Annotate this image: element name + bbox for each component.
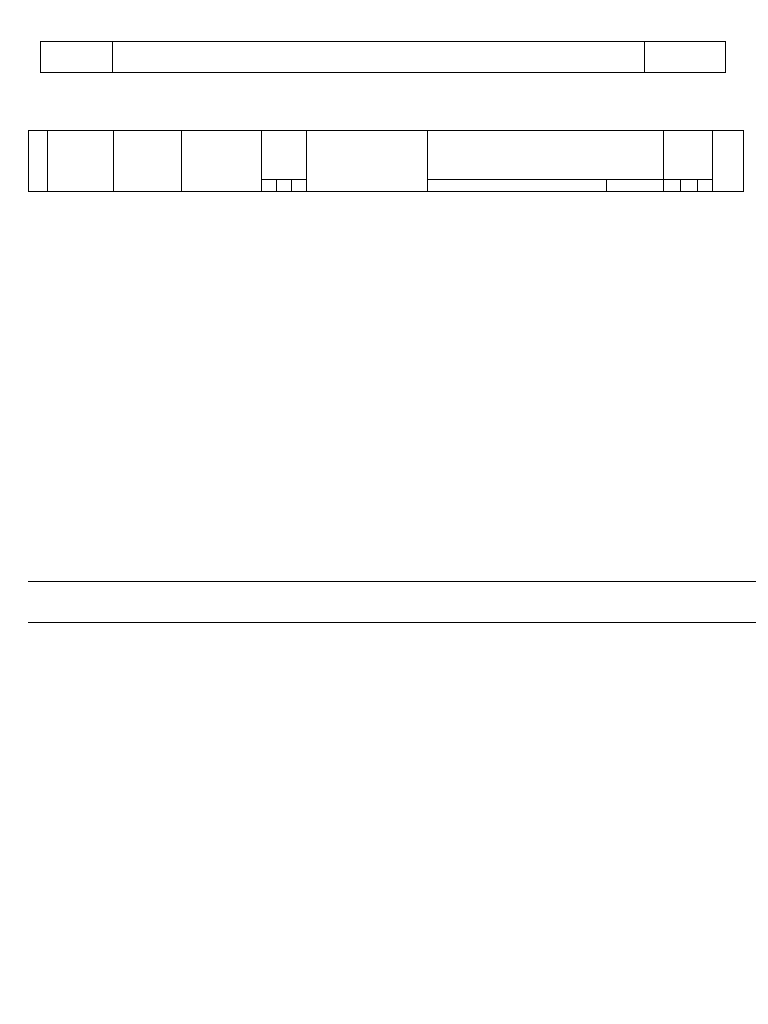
p-header [277, 180, 292, 192]
header-row-1 [29, 131, 744, 180]
risk-table-top [28, 130, 744, 192]
page-break-line-top [28, 581, 756, 582]
describe-action-header [428, 180, 607, 192]
company-name [112, 42, 645, 72]
sno-header [29, 131, 48, 192]
residual-p-header [681, 180, 698, 192]
activity-header [48, 131, 114, 192]
residual-risk-header [664, 131, 713, 180]
page-break-line-bottom [28, 622, 756, 623]
alarp-header [713, 131, 744, 192]
risk-evaluation-header [262, 131, 307, 180]
manpower-header [607, 180, 664, 192]
company-name-box [40, 41, 726, 73]
residual-s-header [664, 180, 681, 192]
hazard-effect-header [182, 131, 262, 192]
s-header [262, 180, 277, 192]
controls-header [307, 131, 428, 192]
hazard-header [114, 131, 182, 192]
logo-cell-right [644, 42, 725, 72]
r-header [292, 180, 307, 192]
activity-line [35, 94, 46, 103]
logo-cell-left [41, 42, 113, 72]
residual-r-header [698, 180, 713, 192]
action-header [428, 131, 664, 180]
